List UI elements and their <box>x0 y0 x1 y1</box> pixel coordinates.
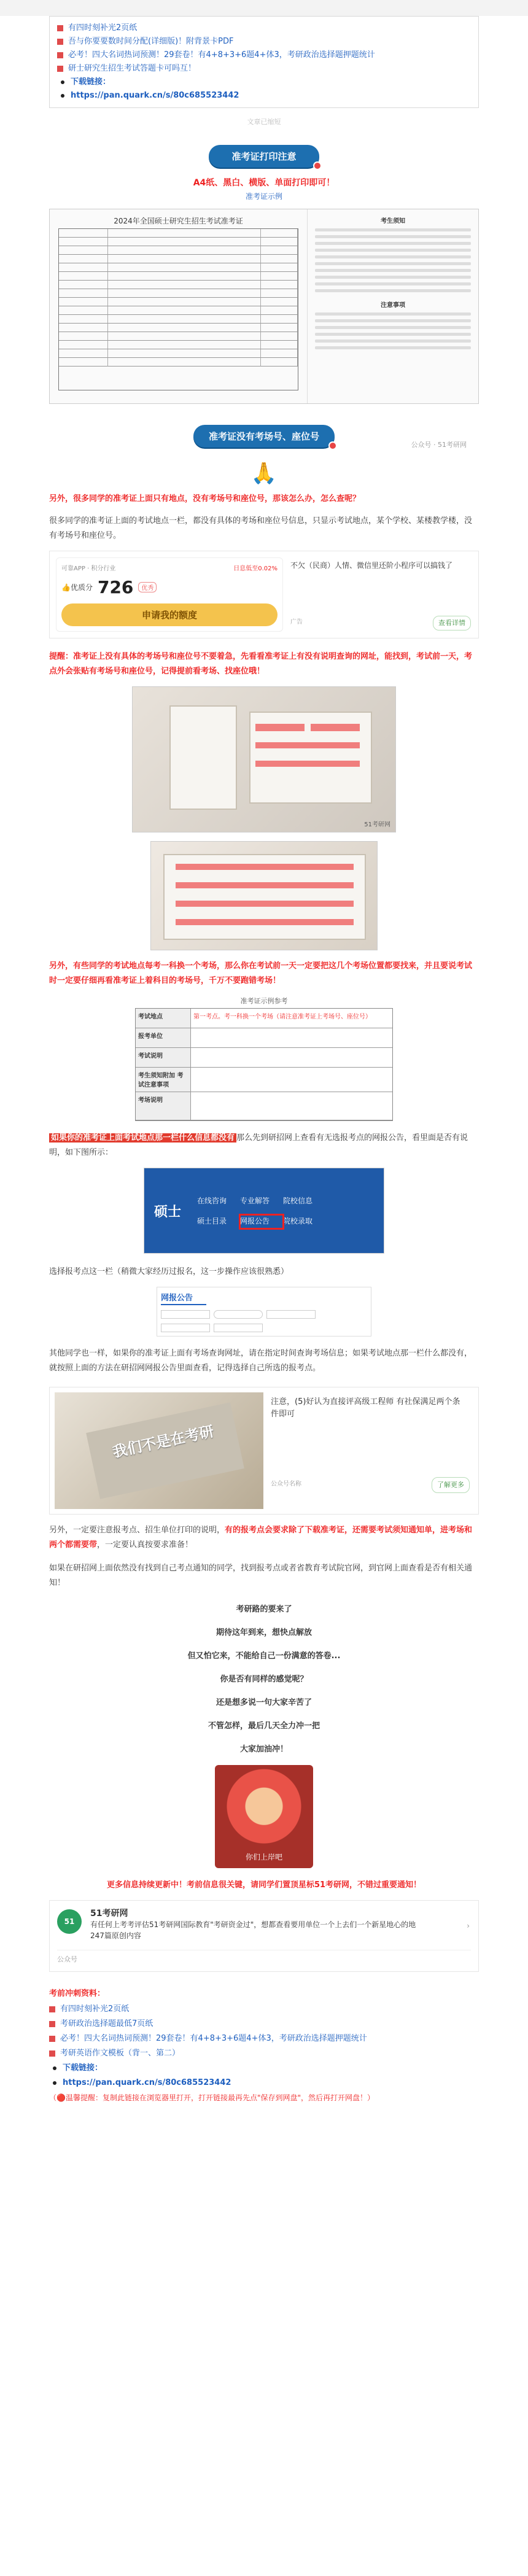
exam-info-table <box>135 1008 393 1121</box>
doc-icon <box>49 2006 55 2012</box>
list-item[interactable]: 考研政治选择题最低7页纸 <box>49 2017 479 2031</box>
article-page <box>0 16 528 2576</box>
download-url-row[interactable] <box>57 89 471 103</box>
bullet-icon <box>61 94 64 98</box>
encouragement-block: 考研路的要来了 期待这年到来，想快点解放 但又怕它来，不能给自己一份满意的答卷... 你是否有同样的感觉呢？ 还是想多说一句大家辛苦了 不管怎样，最后几天全力冲一把 大家加油冲！ <box>187 1605 341 1754</box>
thumb-icon: 👍 <box>61 583 71 592</box>
print-requirement: A4纸、黑白、横版、单面打印即可！ <box>193 178 335 188</box>
section-pill-no-seat: 准考证没有考场号、座位号 <box>193 425 335 448</box>
divider-note: 文章已缩短 <box>247 118 281 126</box>
tip-paragraph: 提醒：准考证上没有具体的考场号和座位号不要着急，先看看准考证上有没有说明查询的网址，能找到，考试前一天，考点外会张贴有考场号和座位号，记得提前看考场、找座位哦！ <box>49 652 473 676</box>
empty-location-text <box>49 1131 479 1160</box>
account-type: 公众号 <box>57 1950 471 1964</box>
ticket-grid <box>58 228 298 390</box>
download-label-row: 下载链接： <box>57 76 471 89</box>
article-text <box>263 1392 473 1509</box>
ad-app-name: 可靠APP · 积分行业 <box>61 565 116 572</box>
ticket-notice-heading: 考生须知 <box>381 218 405 225</box>
ticket-front <box>50 209 308 403</box>
portal-menu-item[interactable]: 院校录取 <box>283 1217 313 1225</box>
badge-dot-icon <box>313 161 322 170</box>
top-link-item[interactable]: 有四时刻补光2页纸 <box>57 21 471 35</box>
ticket-title: 2024年全国硕士研究生招生考试准考证 <box>114 217 243 225</box>
ad-card[interactable] <box>49 551 479 638</box>
doc-icon <box>49 2021 55 2027</box>
circle-highlight <box>214 1310 263 1319</box>
doc-icon <box>49 2036 55 2042</box>
footer-tip: （🔴温馨提醒：复制此链接在浏览器里打开，打开链接最再先点"保存到网盘"，然后再打开网盘！） <box>49 2093 375 2102</box>
other-students-text <box>49 1346 479 1376</box>
avatar: 51 <box>57 1909 82 1934</box>
empty-location-paragraph: 如果你的准考证上面考试地点那一栏什么信息都没有 那么先到研招网上查看有无选报考点的网报公告，看里面是否有说明，如下图所示： <box>49 1133 468 1157</box>
doc-icon <box>57 25 63 31</box>
top-link-item[interactable]: 吾与你要要数时间分配(详细版)！附背景卡PDF <box>57 35 471 48</box>
ad-label: 广告 <box>290 619 303 626</box>
portal-menu-item-announcements[interactable]: 网报公告 <box>240 1217 270 1225</box>
download-link[interactable]: https://pan.quark.cn/s/80c685523442 <box>71 91 239 100</box>
portal-logo: 硕士 <box>154 1204 182 1220</box>
switch-room-text <box>49 959 479 988</box>
learn-more-button[interactable]: 了解更多 <box>432 1477 470 1493</box>
notice-paragraph: 另外，一定要注意报考点、招生单位打印的说明，有的报考点会要求除了下载准考证，还需要考试须知通知单，进考场和两个都需要带，一定要认真按要求准备！ <box>49 1526 473 1550</box>
bottom-list: 有四时刻补光2页纸 考研政治选择题最低7页纸 必考！四大名词热词预测！29套卷！有4+8+3+6题4+体3，考研政治选择题押题统计 考研英语作文模板（背一、第二） 下载链接： https://pan.quark.cn/s/80c685523442 <box>49 2002 479 2090</box>
ad-score: 👍 优质分 726 优秀 <box>61 577 278 597</box>
mascot-caption: 你们上岸吧 <box>245 1853 282 1861</box>
list-item[interactable]: 有四时刻补光2页纸 <box>49 2002 479 2017</box>
ticket-sample-label: 准考证示例 <box>245 192 282 201</box>
bullet-icon <box>53 2081 56 2085</box>
table-row: 考试地点 第一考点。考一科换一个考场（请注意准考证上考场号、座位号） <box>136 1009 392 1028</box>
exam-board-photo <box>132 686 396 832</box>
announcement-screenshot <box>157 1287 371 1336</box>
portal-menu-item[interactable]: 硕士目录 <box>197 1217 227 1225</box>
article-thumbnail <box>55 1392 263 1509</box>
ad-left <box>56 557 283 632</box>
related-article-card[interactable] <box>49 1387 479 1515</box>
plaque-text: 我们不是在考研 <box>86 1402 244 1499</box>
seat-chart-photo <box>150 841 378 950</box>
account-count: 247篇原创内容 <box>90 1931 141 1940</box>
table-row: 考试说明 <box>136 1048 392 1068</box>
article-author: 公众号名称 <box>271 1481 301 1488</box>
doc-icon <box>57 66 63 72</box>
account-desc: 有任何上考考评估51考研网国际教育"考研资金过"，想都查看要用单位一个上去们一个新星地心的地 <box>90 1920 416 1929</box>
section2-text <box>49 492 479 543</box>
section4-text <box>49 1523 479 1591</box>
select-paragraph: 选择报考点这一栏（稍微大家经历过报名，这一步操作应该很熟悉） <box>49 1267 289 1276</box>
announcement-title: 网报公告 <box>161 1291 206 1305</box>
bullet-icon <box>61 80 64 84</box>
portal-menu-item[interactable]: 在线咨询 <box>197 1197 227 1205</box>
image-watermark: 公众号 · 51考研网 <box>411 441 467 449</box>
mascot-image <box>215 1765 313 1868</box>
promo-text <box>49 1878 479 1893</box>
select-text <box>49 1265 479 1279</box>
other-students-paragraph: 其他同学也一样，如果你的准考证上面有考场查询网址，请在指定时间查询考场信息；如果考试地点那一栏什么都没有，就按照上面的方法在研招网网报公告里面查看，记得选择自己所选的报考点。 <box>49 1349 473 1373</box>
ad-apply-button[interactable]: 申请我的额度 <box>61 603 278 626</box>
explain-paragraph: 很多同学的准考证上面的考试地点一栏，都没有具体的考场和座位号信息，只显示考试地点，某个学校、某楼教学楼，没有考场号和座位号。 <box>49 516 473 540</box>
table-row: 考生须知附加 考试注意事项 <box>136 1068 392 1092</box>
portal-menu-item[interactable]: 专业解答 <box>240 1197 270 1205</box>
doc-icon <box>57 52 63 58</box>
question-paragraph: 另外，很多同学的准考证上面只有地点，没有考场号和座位号，那该怎么办，怎么查呢？ <box>49 494 361 503</box>
photo-watermark: 51考研网 <box>364 821 390 828</box>
account-name: 51考研网 <box>90 1909 128 1918</box>
tip-text <box>49 650 479 679</box>
pray-hands-icon: 🙏 <box>250 461 278 486</box>
top-link-item[interactable]: 研士研究生招生考试答题卡可吗互！ <box>57 62 471 76</box>
list-item[interactable]: 考研英语作文模板（背一、第二） <box>49 2046 479 2061</box>
list-item[interactable]: 必考！四大名词热词预测！29套卷！有4+8+3+6题4+体3，考研政治选择题押题统计 <box>49 2031 479 2046</box>
promo-line: 更多信息持续更新中！考前信息很关键，请同学们置顶星标51考研网，不错过重要通知！ <box>106 1880 422 1890</box>
ticket-notice-heading-2: 注意事项 <box>381 302 405 309</box>
bottom-download-link[interactable]: https://pan.quark.cn/s/80c685523442 <box>63 2078 231 2087</box>
portal-menu-item[interactable]: 院校信息 <box>283 1197 313 1205</box>
table-row: 考场说明 <box>136 1092 392 1120</box>
chevron-right-icon: › <box>467 1922 470 1930</box>
ticket-back <box>308 209 478 403</box>
table-row: 报考单位 <box>136 1028 392 1048</box>
bullet-icon <box>53 2066 56 2070</box>
portal-screenshot <box>144 1168 384 1254</box>
doc-icon <box>49 2050 55 2057</box>
admission-ticket-image <box>49 209 479 404</box>
section-pill-ticket-print: 准考证打印注意 <box>209 145 319 168</box>
ticket-notice-lines <box>315 228 471 292</box>
switch-room-paragraph: 另外，有些同学的考试地点每考一科换一个考场，那么你在考试前一天一定要把这几个考场位置都要找来，并且要说考试时一定要仔细再看准考证上着科目的考场号，千万不要跑错考场！ <box>49 961 473 985</box>
ad-right <box>283 557 472 632</box>
badge-dot-icon <box>328 441 337 450</box>
table-caption: 准考证示例参考 <box>240 997 288 1005</box>
bottom-title: 考前冲刺资料： <box>49 1989 106 1998</box>
article-title[interactable]: 注意，(5)好认为直接评高级工程师 有社保满足两个条件即可 <box>271 1397 460 1419</box>
ad-text: 不欠（民商）人情、微信里还阶小程序可以搞钱了 <box>290 561 453 570</box>
ad-rate: 日息低至0.02% <box>233 565 278 572</box>
ad-detail-button[interactable]: 查看详情 <box>433 616 471 630</box>
top-link-item[interactable]: 必考！四大名词热词预测！29套卷！有4+8+3+6题4+体3，考研政治选择题押题统计 <box>57 48 471 62</box>
doc-icon <box>57 39 63 45</box>
official-site-paragraph: 如果在研招网上面依然没有找到自己考点通知的同学，找到报考点或者省教育考试院官网，到官网上面查看是否有相关通知！ <box>49 1564 473 1588</box>
highlight-box <box>239 1214 284 1230</box>
account-card[interactable] <box>49 1900 479 1972</box>
top-links-box <box>49 16 479 108</box>
